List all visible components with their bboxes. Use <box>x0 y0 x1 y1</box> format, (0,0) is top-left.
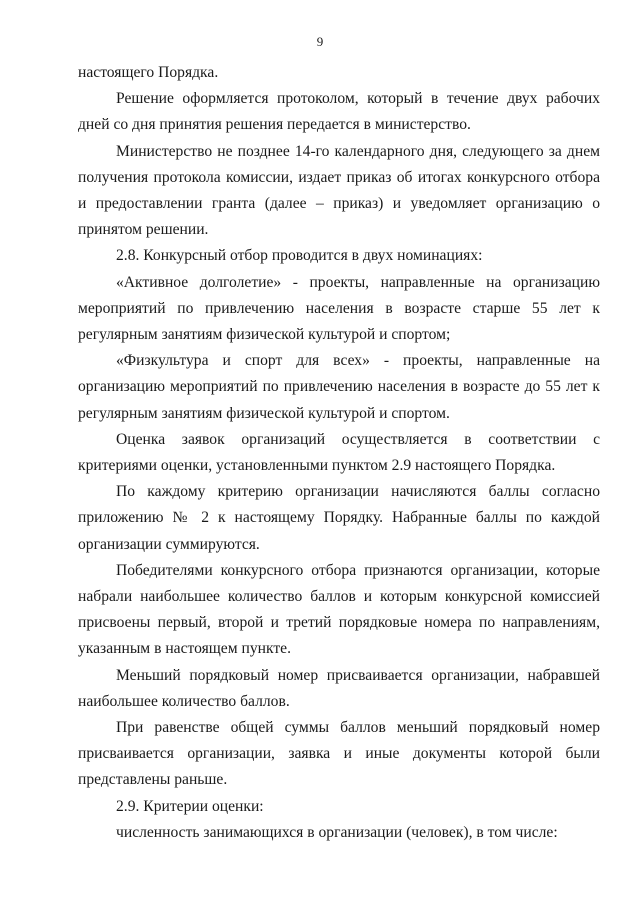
paragraph-section-2-8: 2.8. Конкурсный отбор проводится в двух номинациях: <box>116 247 483 265</box>
document-body <box>78 60 600 846</box>
paragraph-ministry-order: Министерство не позднее 14-го календарного дня, следующего за днем получения протокола комиссии, издает приказ об итогах конкурсного отбора и предоставлении гранта (далее – приказ) и уведомляет организацию о принятом решении. <box>78 142 600 239</box>
paragraph-protocol-decision: Решение оформляется протоколом, который в течение двух рабочих дней со дня принятия решения передается в министерство. <box>78 90 600 134</box>
paragraph-nomination-sport-for-all: «Физкультура и спорт для всех» - проекты, направленные на организацию мероприятий по привлечению населения в возрасте до 55 лет к регулярным занятиям физической культурой и спортом. <box>78 352 600 422</box>
paragraph-scoring: По каждому критерию организации начисляются баллы согласно приложению № 2 к настоящему Порядку. Набранные баллы по каждой организации суммируются. <box>78 483 600 553</box>
paragraph-evaluation-criteria: Оценка заявок организаций осуществляется в соответствии с критериями оценки, установленными пунктом 2.9 настоящего Порядка. <box>78 430 600 475</box>
paragraph-nomination-active-longevity: «Активное долголетие» - проекты, направленные на организацию мероприятий по привлечению населения в возрасте старше 55 лет к регулярным занятиям физической культурой и спортом; <box>78 273 600 344</box>
paragraph-section-2-9: 2.9. Критерии оценки: <box>116 797 264 815</box>
page-number: 9 <box>316 34 324 49</box>
paragraph-winners: Победителями конкурсного отбора признаются организации, которые набрали наибольшее количество баллов и которым конкурсной комиссией присвоены первый, второй и третий порядковые номера по направлениям, указанным в настоящем пункте. <box>78 561 600 658</box>
paragraph-continuation: настоящего Порядка. <box>78 64 219 81</box>
paragraph-lower-number: Меньший порядковый номер присваивается организации, набравшей наибольшее количество баллов. <box>78 666 600 710</box>
paragraph-participants-count: численность занимающихся в организации (человек), в том числе: <box>116 823 558 841</box>
paragraph-tie-break: При равенстве общей суммы баллов меньший порядковый номер присваивается организации, заявка и иные документы которой были представлены раньше. <box>78 719 600 789</box>
